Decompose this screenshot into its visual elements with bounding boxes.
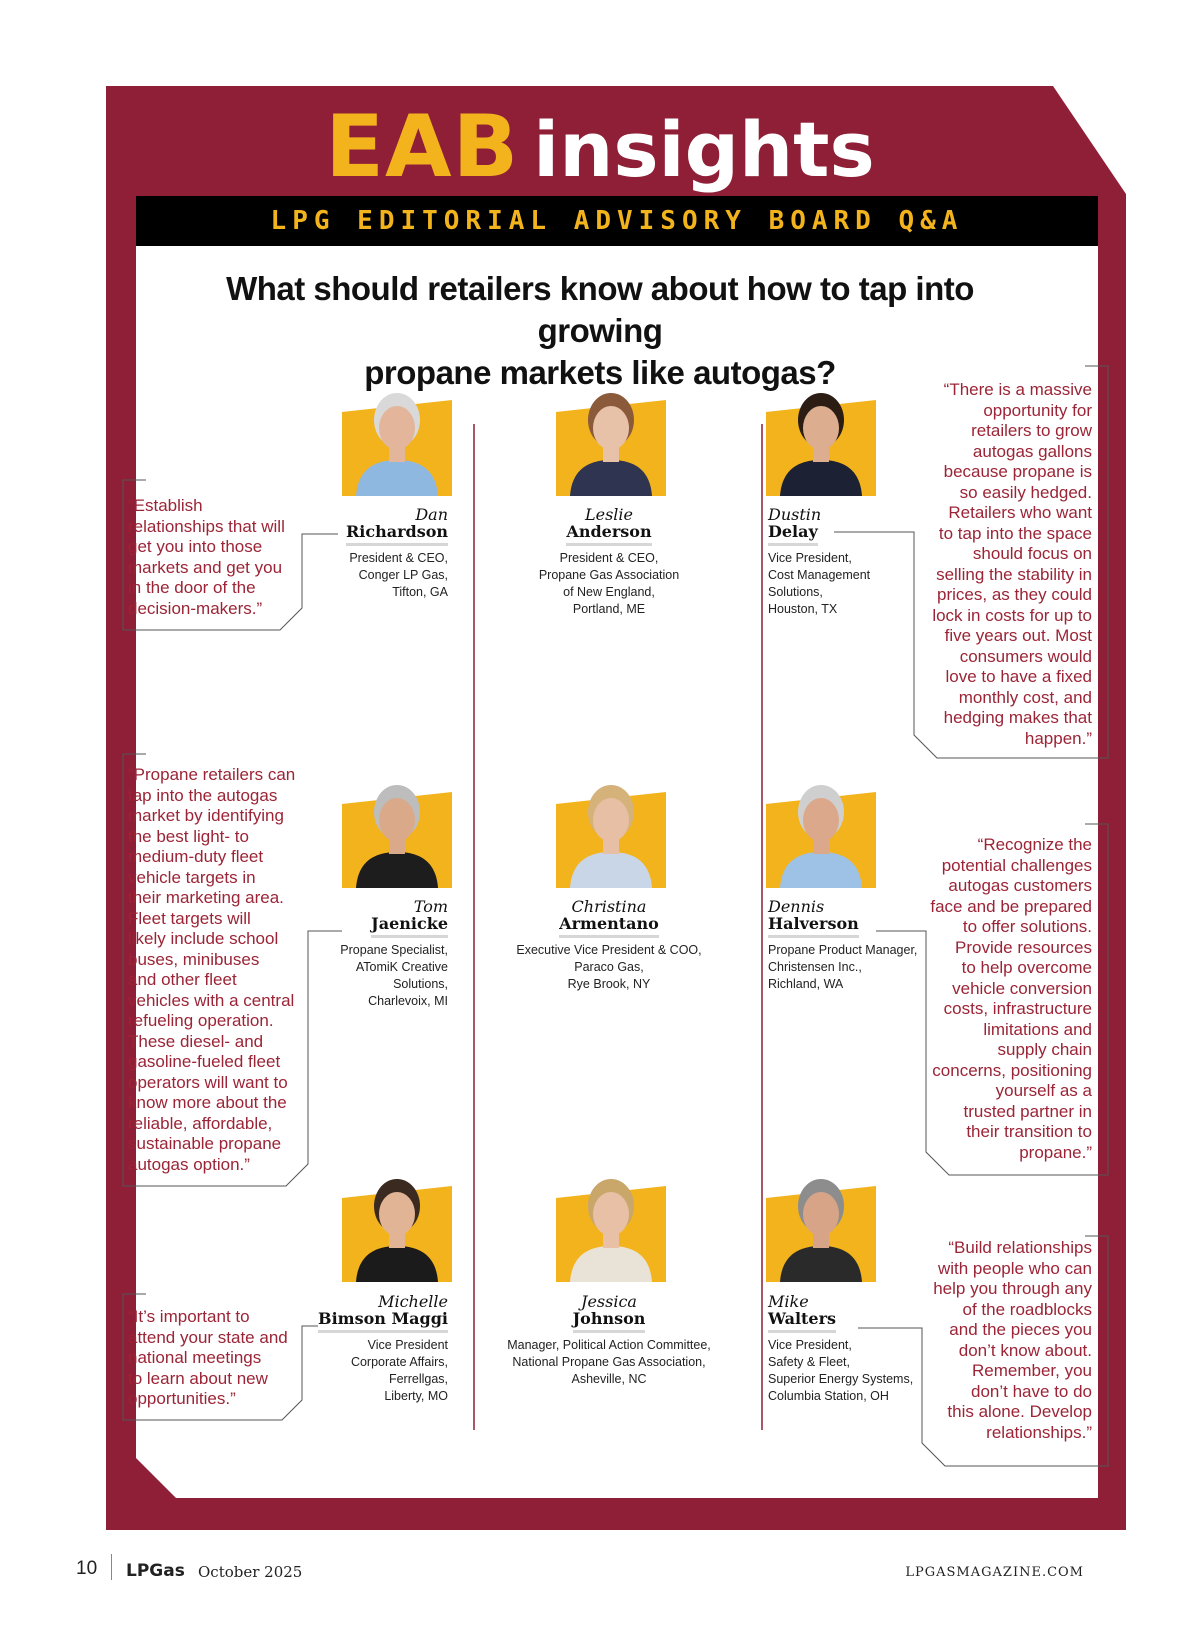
title-line: Vice President,: [768, 551, 852, 565]
title-line: Cost Management: [768, 568, 871, 582]
portrait-image: [556, 1172, 666, 1282]
quote-line: Remember, you: [972, 1361, 1092, 1380]
quote-line: consumers would: [959, 646, 1092, 666]
page-number: 10: [76, 1558, 98, 1579]
photo-anderson: [556, 386, 666, 496]
footer-divider: [111, 1554, 112, 1580]
person-name: [768, 898, 998, 938]
website-url: LPGASMAGAZINE.COM: [905, 1565, 1084, 1580]
first-name: Jessica: [581, 1292, 637, 1311]
quote-line: help you through any: [933, 1279, 1092, 1298]
quote-line: national meetings: [128, 1348, 262, 1367]
quote-line: supply chain: [997, 1040, 1092, 1059]
person-delay: [768, 506, 998, 618]
photo-johnson: [556, 1172, 666, 1282]
quote-line: to learn about new: [128, 1368, 268, 1388]
title-line: Propane Specialist,: [340, 943, 448, 957]
quote-line: their transition to: [966, 1122, 1092, 1141]
title-line: Ferrellgas,: [388, 1372, 448, 1386]
quote-line: face and be prepared: [930, 896, 1092, 916]
photo-delay: [766, 386, 876, 496]
quote-line: relationships that will: [128, 516, 285, 536]
quote-line: Provide resources: [954, 937, 1092, 957]
person-title: [768, 942, 998, 993]
person-title: [494, 550, 724, 618]
quote-line: so easily hedged.: [959, 482, 1092, 502]
quote-line: costs, infrastructure: [943, 999, 1092, 1018]
photo-richardson: [342, 386, 452, 496]
quote-line: the best light- to: [128, 826, 249, 846]
last-name: Anderson: [566, 523, 651, 546]
person-name: [768, 506, 998, 546]
last-name: Johnson: [573, 1310, 646, 1333]
title-line: Vice President,: [768, 1338, 852, 1352]
last-name: Armentano: [559, 915, 659, 938]
person-maggi: [218, 1293, 448, 1405]
quote-line: “There is a massive: [943, 380, 1092, 399]
person-armentano: [494, 898, 724, 993]
title-line: Executive Vice President & COO,: [516, 943, 702, 957]
person-name: [218, 506, 448, 546]
portrait-image: [766, 1172, 876, 1282]
quote-line: get you into those: [128, 537, 263, 556]
quote-line: attend your state and: [128, 1327, 288, 1347]
quote-line: “Establish: [128, 496, 203, 515]
quote-line: lock in costs for up to: [932, 605, 1092, 625]
portrait-image: [342, 386, 452, 496]
quote-line: sustainable propane: [128, 1134, 282, 1153]
quote-line: limitations and: [983, 1019, 1092, 1039]
person-title: [494, 942, 724, 993]
masthead-title: [0, 97, 1200, 197]
quote-line: These diesel- and: [128, 1031, 264, 1051]
person-halverson: [768, 898, 998, 993]
portrait-image: [766, 386, 876, 496]
person-walters: [768, 1293, 998, 1405]
title-line: President & CEO,: [349, 551, 448, 565]
quote-line: happen.”: [1024, 728, 1092, 748]
title-line: of New England,: [563, 585, 655, 599]
quote-line: to help overcome: [961, 958, 1092, 977]
title-line: Propane Gas Association: [538, 568, 680, 582]
title-line: ATomiK Creative: [355, 960, 448, 974]
person-jaenicke: [218, 898, 448, 1010]
issue-date: October 2025: [198, 1563, 303, 1581]
quote-line: don’t know about.: [958, 1340, 1092, 1360]
title-eab: EAB: [325, 97, 520, 197]
person-anderson: [494, 506, 724, 618]
photo-jaenicke: [342, 778, 452, 888]
title-line: Solutions,: [768, 585, 823, 599]
title-line: Rye Brook, NY: [567, 977, 651, 991]
portrait-image: [556, 386, 666, 496]
quote-line: decision-makers.”: [128, 598, 263, 618]
quote-line: autogas option.”: [128, 1154, 250, 1174]
question-heading: [180, 268, 1020, 394]
title-line: Tifton, GA: [392, 585, 448, 599]
quote-line: “Recognize the: [977, 835, 1092, 854]
last-name: Jaenicke: [371, 915, 448, 938]
last-name: Richardson: [346, 523, 448, 546]
quote-line: to offer solutions.: [962, 917, 1092, 936]
first-name: Dennis: [768, 897, 825, 916]
person-name: [218, 898, 448, 938]
quote-line: buses, minibuses: [128, 949, 260, 969]
quote-line: and the pieces you: [949, 1320, 1092, 1339]
person-name: [494, 506, 724, 546]
photo-armentano: [556, 778, 666, 888]
quote-line: markets and get you: [128, 557, 283, 577]
quote-line: vehicles with a central: [128, 990, 295, 1010]
person-johnson: [494, 1293, 724, 1388]
photo-maggi: [342, 1172, 452, 1282]
last-name: Walters: [768, 1310, 836, 1333]
title-line: Columbia Station, OH: [768, 1389, 889, 1403]
quote-line: reliable, affordable,: [128, 1113, 273, 1133]
quote-line: this alone. Develop: [947, 1402, 1092, 1421]
person-name: [218, 1293, 448, 1333]
person-title: [768, 550, 998, 618]
quote-line: retailers to grow: [971, 421, 1092, 440]
quote-line: market by identifying: [128, 806, 284, 825]
quote-line: vehicle targets in: [128, 867, 256, 887]
title-line: National Propane Gas Association,: [512, 1355, 706, 1369]
title-line: Propane Product Manager,: [768, 943, 918, 957]
person-name: [768, 1293, 998, 1333]
title-line: Charlevoix, MI: [368, 994, 448, 1008]
quote-line: opportunities.”: [128, 1389, 236, 1408]
quote-line: trusted partner in: [963, 1101, 1092, 1121]
last-name: Halverson: [768, 915, 859, 938]
last-name: Bimson Maggi: [318, 1310, 448, 1333]
person-name: [494, 1293, 724, 1333]
quote-line: love to have a fixed: [945, 667, 1092, 686]
quote-line: autogas customers: [948, 876, 1092, 895]
title-line: Vice President: [367, 1338, 448, 1352]
quote-line: to tap into the space: [938, 523, 1092, 543]
quote-line: Retailers who want: [948, 503, 1092, 522]
quote-line: opportunity for: [983, 400, 1092, 420]
title-line: Portland, ME: [572, 602, 646, 616]
quote-line: of the roadblocks: [962, 1299, 1092, 1319]
quote-line: medium-duty fleet: [128, 847, 264, 866]
first-name: Leslie: [584, 505, 633, 524]
quote-line: yourself as a: [995, 1081, 1092, 1100]
first-name: Mike: [768, 1292, 809, 1311]
quote-line: relationships.”: [986, 1422, 1092, 1442]
subtitle: LPG EDITORIAL ADVISORY BOARD Q&A: [270, 206, 964, 236]
quote-line: potential challenges: [941, 855, 1092, 875]
quote-line: know more about the: [128, 1093, 287, 1112]
quote-line: in the door of the: [128, 578, 256, 597]
quote-line: propane.”: [1019, 1142, 1092, 1162]
question-line-2: propane markets like autogas?: [364, 354, 836, 391]
portrait-image: [342, 778, 452, 888]
photo-walters: [766, 1172, 876, 1282]
title-line: Superior Energy Systems,: [768, 1372, 914, 1386]
title-line: Christensen Inc.,: [768, 960, 862, 974]
title-line: Safety & Fleet,: [768, 1355, 850, 1369]
first-name: Christina: [571, 897, 647, 916]
portrait-image: [766, 778, 876, 888]
title-line: Conger LP Gas,: [358, 568, 448, 582]
title-line: Liberty, MO: [384, 1389, 448, 1403]
first-name: Michelle: [378, 1292, 448, 1311]
quote-line: tap into the autogas: [128, 785, 278, 805]
quote-line: “Build relationships: [948, 1238, 1092, 1257]
portrait-image: [342, 1172, 452, 1282]
portrait-image: [556, 778, 666, 888]
quote-line: don’t have to do: [971, 1381, 1092, 1401]
person-title: [218, 942, 448, 1010]
person-richardson: [218, 506, 448, 601]
last-name: Delay: [768, 523, 818, 546]
question-line-1: What should retailers know about how to tap into growing: [226, 270, 974, 349]
photo-halverson: [766, 778, 876, 888]
quote-line: prices, as they could: [937, 585, 1092, 604]
quote-line: “Propane retailers can: [128, 765, 296, 784]
title-line: Paraco Gas,: [574, 960, 644, 974]
quote-line: Fleet targets will: [128, 908, 251, 928]
title-line: Houston, TX: [768, 602, 838, 616]
quote-line: “It’s important to: [128, 1307, 250, 1326]
quote-line: vehicle conversion: [952, 978, 1092, 998]
title-line: Corporate Affairs,: [350, 1355, 448, 1369]
person-title: [768, 1337, 998, 1405]
title-line: Manager, Political Action Committee,: [507, 1338, 711, 1352]
quote-line: because propane is: [943, 462, 1092, 481]
person-name: [494, 898, 724, 938]
person-title: [494, 1337, 724, 1388]
title-insights: insights: [533, 105, 875, 194]
first-name: Dustin: [768, 505, 822, 524]
first-name: Tom: [413, 897, 448, 916]
quote-line: monthly cost, and: [958, 687, 1092, 707]
quote-line: their marketing area.: [128, 888, 284, 907]
magazine-brand: LPGas: [126, 1561, 185, 1581]
quote-line: refueling operation.: [128, 1011, 274, 1030]
quote-line: concerns, positioning: [932, 1060, 1092, 1080]
person-title: [218, 1337, 448, 1405]
quote-line: gasoline-fueled fleet: [128, 1052, 281, 1071]
quote-line: with people who can: [937, 1258, 1092, 1278]
title-line: Solutions,: [393, 977, 448, 991]
quote-line: selling the stability in: [936, 564, 1092, 584]
quote-line: and other fleet: [128, 970, 237, 989]
quote-halverson: [912, 835, 1092, 1163]
first-name: Dan: [415, 505, 448, 524]
quote-line: hedging makes that: [943, 708, 1092, 727]
title-line: Richland, WA: [768, 977, 844, 991]
title-line: Asheville, NC: [571, 1372, 647, 1386]
person-title: [218, 550, 448, 601]
quote-line: operators will want to: [128, 1072, 288, 1092]
quote-line: should focus on: [972, 544, 1092, 563]
title-line: President & CEO,: [559, 551, 659, 565]
quote-line: autogas gallons: [972, 441, 1092, 461]
quote-line: likely include school: [128, 929, 279, 948]
quote-line: five years out. Most: [944, 626, 1092, 645]
